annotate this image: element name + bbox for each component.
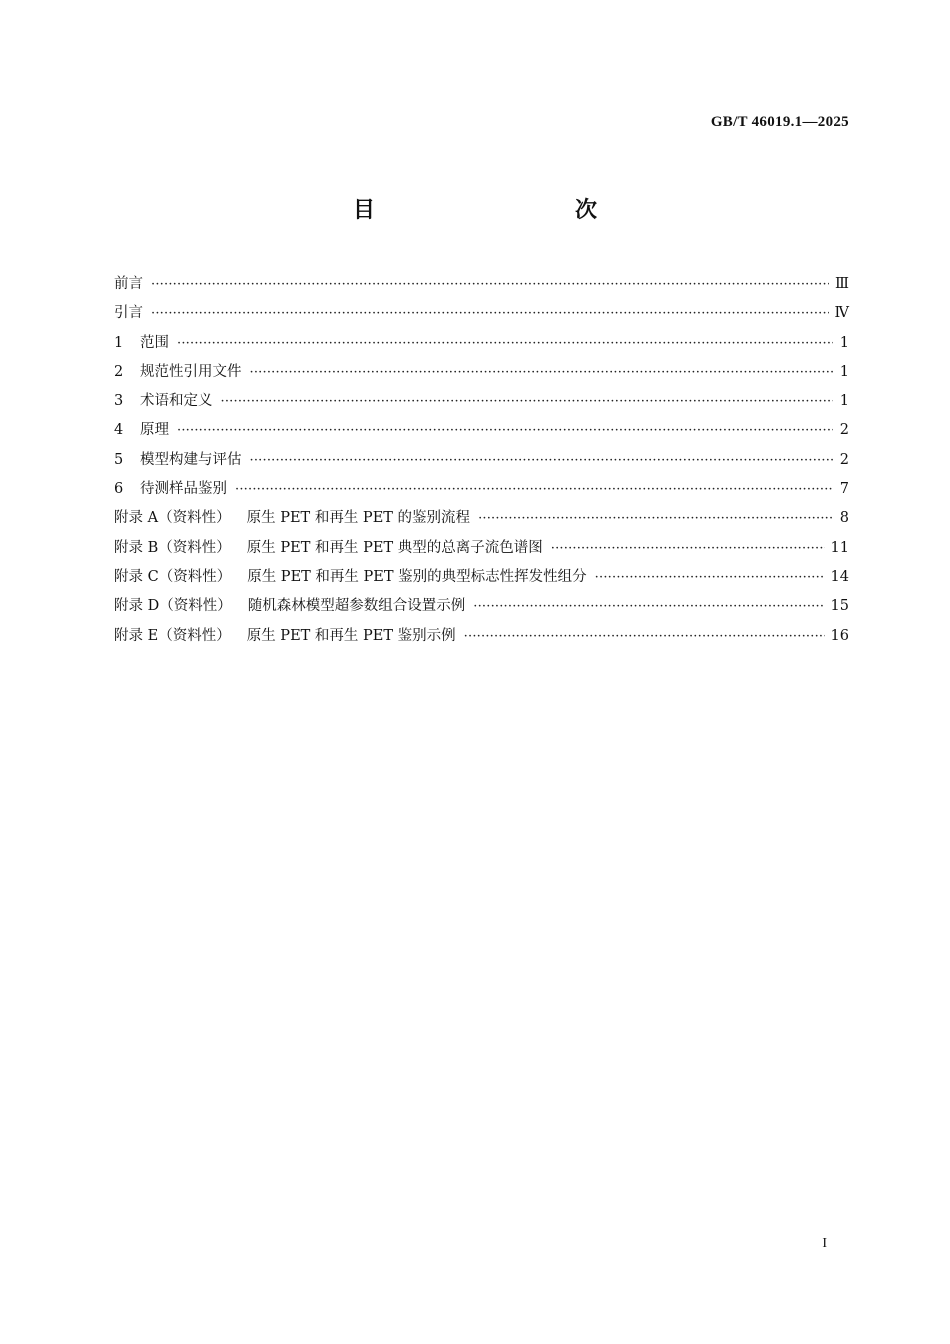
dot-leader: [177, 416, 833, 445]
toc-entry-label: 原理: [140, 422, 169, 439]
toc-entry-appendix: 附录 B（资料性）: [114, 539, 231, 556]
toc-entry-page: 1: [839, 393, 849, 410]
toc-entry[interactable]: [114, 358, 849, 387]
dot-leader: [464, 622, 825, 651]
toc-entry[interactable]: [114, 299, 849, 328]
toc-entry-label: 原生 PET 和再生 PET 鉴别示例: [246, 627, 456, 644]
toc-entry-page: 1: [839, 334, 849, 351]
dot-leader: [235, 475, 833, 504]
toc-entry-label: 待测样品鉴别: [140, 481, 227, 498]
dot-leader: [151, 270, 829, 299]
toc-entry-page: 1: [839, 363, 849, 380]
toc-entry-appendix: 附录 C（资料性）: [114, 568, 232, 585]
toc-entry[interactable]: [114, 504, 849, 533]
toc-entry-number: 6: [114, 481, 124, 498]
toc-entry-number: 1: [114, 334, 124, 351]
toc-entry-page: Ⅲ: [835, 276, 849, 292]
toc-entry-label: 随机森林模型超参数组合设置示例: [247, 598, 466, 615]
toc-entry[interactable]: [114, 592, 849, 621]
dot-leader: [595, 563, 825, 592]
standard-code: GB/T 46019.1—2025: [710, 114, 849, 130]
toc-entry[interactable]: [114, 563, 849, 592]
toc-entry-label: 原生 PET 和再生 PET 的鉴别流程: [246, 510, 471, 527]
toc-entry[interactable]: [114, 622, 849, 651]
page-number: I: [822, 1236, 827, 1251]
toc-entry-label: 原生 PET 和再生 PET 鉴别的典型标志性挥发性组分: [247, 568, 587, 585]
toc-entry-label: 术语和定义: [140, 393, 213, 410]
toc-entry-page: 15: [830, 598, 849, 615]
toc-entry-page: Ⅳ: [834, 305, 849, 322]
toc-entry-page: 2: [839, 451, 849, 468]
dot-leader: [478, 504, 833, 533]
toc-entry-page: 11: [830, 539, 849, 556]
dot-leader: [151, 299, 829, 328]
dot-leader: [473, 592, 824, 621]
toc-entry-label: 规范性引用文件: [140, 363, 242, 380]
toc-entry[interactable]: [114, 475, 849, 504]
toc-entry[interactable]: [114, 416, 849, 445]
toc-entry-label: 范围: [140, 334, 169, 351]
toc-entry[interactable]: [114, 534, 849, 563]
table-of-contents: [114, 270, 849, 651]
toc-entry-label: 前言: [114, 276, 143, 292]
toc-entry-appendix: 附录 D（资料性）: [114, 598, 232, 615]
toc-entry[interactable]: [114, 270, 849, 299]
toc-entry-page: 7: [839, 481, 849, 498]
page-title: 目 次: [352, 198, 649, 223]
toc-entry-number: 4: [114, 422, 124, 439]
dot-leader: [177, 329, 833, 358]
toc-entry-number: 3: [114, 393, 124, 410]
toc-entry-page: 16: [830, 627, 849, 644]
toc-entry-page: 14: [830, 568, 849, 585]
toc-entry[interactable]: [114, 387, 849, 416]
toc-entry-number: 5: [114, 451, 124, 468]
dot-leader: [551, 534, 825, 563]
dot-leader: [250, 358, 834, 387]
toc-entry[interactable]: [114, 329, 849, 358]
toc-entry[interactable]: [114, 446, 849, 475]
dot-leader: [221, 387, 834, 416]
toc-entry-appendix: 附录 E（资料性）: [114, 627, 231, 644]
toc-entry-page: 8: [839, 510, 849, 527]
toc-entry-label: 引言: [114, 305, 143, 322]
toc-entry-page: 2: [839, 422, 849, 439]
dot-leader: [250, 446, 834, 475]
toc-entry-appendix: 附录 A（资料性）: [114, 510, 231, 527]
toc-entry-label: 原生 PET 和再生 PET 典型的总离子流色谱图: [246, 539, 543, 556]
toc-entry-number: 2: [114, 363, 124, 380]
toc-entry-label: 模型构建与评估: [140, 451, 242, 468]
